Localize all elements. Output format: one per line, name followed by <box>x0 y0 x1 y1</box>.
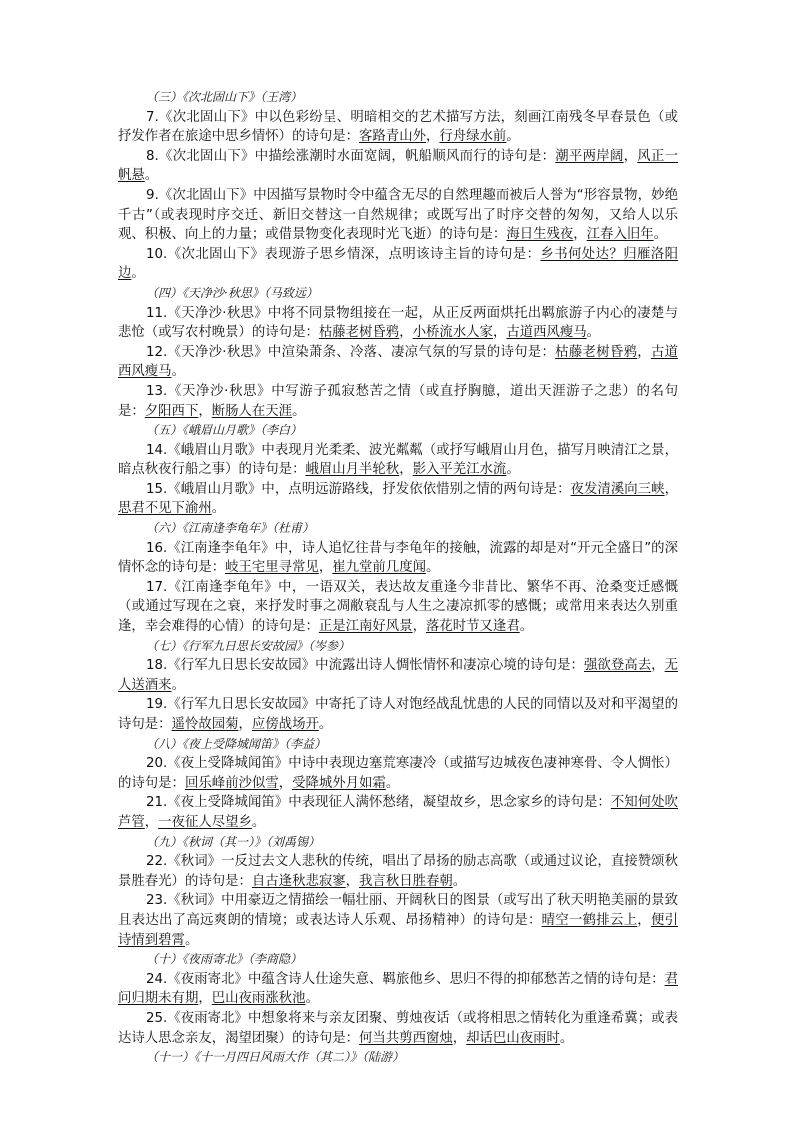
answer-line: 回乐峰前沙似雪 <box>184 775 279 791</box>
answer-line: 枯藤老树昏鸦 <box>318 325 400 341</box>
section-heading: （三）《次北固山下》（王湾） <box>146 90 303 104</box>
answer-line: 何当共剪西窗烛 <box>359 1030 453 1046</box>
answer-line: 落花时节又逢君 <box>425 619 520 635</box>
answer-line: 我言秋日胜春朝 <box>359 873 453 889</box>
section-9 <box>118 833 678 951</box>
answer-line: 无人送酒来 <box>118 658 679 693</box>
answer-line: 却话巴山夜雨时 <box>466 1030 560 1046</box>
answer-line: 江春入旧年 <box>586 227 654 243</box>
answer-line: 便引诗情到碧霄 <box>118 912 679 948</box>
answer-line: 峨眉山月半轮秋 <box>305 462 400 478</box>
section-heading: （七）《行军九日思长安故园》（岑参） <box>146 638 351 653</box>
question-16: 16.《江南逢李龟年》中，诗人追忆往昔与李龟年的接触，流露的却是对“开元全盛日”的深情怀念的诗句是：岐王宅里寻常见，崔九堂前几度闻。 <box>118 540 678 576</box>
question-21: 21.《夜上受降城闻笛》中表现征人满怀愁绪，凝望故乡，思念家乡的诗句是：不知何处吹芦管，一夜征人尽望乡。 <box>118 795 679 830</box>
answer-line: 遥怜故园菊 <box>171 717 239 732</box>
section-6 <box>118 519 678 637</box>
section-heading: （四）《天净沙·秋思》（马致远） <box>146 285 318 300</box>
section-heading: （十一）《十一月四日风雨大作（其二）》（陆游） <box>146 1050 405 1065</box>
answer-line: 强欲登高去 <box>583 658 652 674</box>
answer-line: 夜发清溪向三峡 <box>570 481 665 497</box>
section-heading: （六）《江南逢李龟年》（杜甫） <box>146 521 315 536</box>
document-body <box>118 88 678 1068</box>
answer-line: 思君不见下渝州 <box>118 501 212 517</box>
answer-line: 巴山夜雨涨秋池 <box>211 991 306 1007</box>
section-10 <box>118 950 678 1048</box>
section-3 <box>118 88 678 284</box>
question-9: 9.《次北固山下》中因描写景物时令中蕴含无尽的自然理趣而被后人誉为“形容景物，妙绝千古”（或表现时序交迁、新旧交替这一自然规律；或既写出了时序交替的匆匆，又给人以乐观、积极、向上的力量；或借景物变化表现时光飞逝）的诗句是：海日生残夜，江春入旧年。 <box>118 187 678 243</box>
answer-line: 行舟绿水前 <box>439 129 507 145</box>
answer-line: 小桥流水人家 <box>412 325 493 341</box>
section-5 <box>118 421 678 519</box>
answer-line: 受降城外月如霜 <box>292 775 386 791</box>
section-heading: （五）《峨眉山月歌》（李白） <box>146 423 303 438</box>
question-20: 20.《夜上受降城闻笛》中诗中表现边塞荒寒凄冷（或描写边城夜色凄神寒骨、令人惆怅）的诗句是：回乐峰前沙似雪，受降城外月如霜。 <box>118 756 678 791</box>
question-10: 10.《次北固山下》表现游子思乡情深，点明该诗主旨的诗句是：乡书何处达？归雁洛阳边。 <box>118 246 679 282</box>
section-heading: （十）《夜雨寄北》（李商隐） <box>146 952 303 967</box>
answer-line: 古道西风瘦马 <box>118 344 679 380</box>
question-11: 11.《天净沙·秋思》中将不同景物组接在一起，从正反两面烘托出羁旅游子内心的凄楚与悲怆（或写农村晚景）的诗句是：枯藤老树昏鸦，小桥流水人家，古道西风瘦马。 <box>118 305 678 341</box>
answer-line: 岐王宅里寻常见 <box>225 560 319 576</box>
answer-line: 客路青山外 <box>359 129 426 145</box>
question-13: 13.《天净沙·秋思》中写游子孤寂愁苦之情（或直抒胸臆，道出天涯游子之悲）的名句是：夕阳西下，断肠人在天涯。 <box>118 383 678 419</box>
section-7 <box>118 637 678 735</box>
question-17: 17.《江南逢李龟年》中，一语双关，表达故友重逢今非昔比、繁华不再、沧桑变迁感慨（或通过写现在之衰，来抒发时事之凋敝衰乱与人生之凄凉抓零的感慨；或常用来表达久别重逢，幸会难得的心情）的诗句是：正是江南好风景，落花时节又逢君。 <box>118 579 678 635</box>
question-25: 25.《夜雨寄北》中想象将来与亲友团聚、剪烛夜话（或将相思之情转化为重逢希冀；或表达诗人思念亲友，渴望团聚）的诗句是：何当共剪西窗烛，却话巴山夜雨时。 <box>118 1010 678 1046</box>
question-18: 18.《行军九日思长安故园》中流露出诗人惆怅情怀和凄凉心境的诗句是：强欲登高去，无人送酒来。 <box>118 658 679 693</box>
answer-line: 潮平两岸阔 <box>555 148 624 164</box>
section-8 <box>118 735 678 833</box>
question-19: 19.《行军九日思长安故园》中寄托了诗人对饱经战乱忧患的人民的同情以及对和平渴望的诗句是：遥怜故园菊，应傍战场开。 <box>118 697 678 732</box>
answer-line: 枯藤老树昏鸦 <box>555 344 638 360</box>
section-11 <box>118 1048 678 1068</box>
answer-line: 应傍战场开 <box>251 717 319 732</box>
answer-line: 一夜征人尽望乡 <box>158 814 252 830</box>
question-24: 24.《夜雨寄北》中蕴含诗人仕途失意、羁旅他乡、思归不得的抑郁愁苦之情的诗句是：君问归期未有期，巴山夜雨涨秋池。 <box>118 971 678 1007</box>
answer-line: 自古逢秋悲寂寥 <box>251 873 346 889</box>
answer-line: 不知何处吹芦管 <box>118 795 679 830</box>
section-heading: （九）《秋词（其一）》（刘禹锡） <box>146 834 321 849</box>
answer-line: 乡书何处达？归雁洛阳边 <box>118 246 679 282</box>
answer-line: 影入平羌江水流 <box>412 462 507 478</box>
question-8: 8.《次北固山下》中描绘涨潮时水面宽阔，帆船顺风而行的诗句是：潮平两岸阔，风正一帆悬。 <box>118 148 679 184</box>
answer-line: 正是江南好风景 <box>318 619 413 635</box>
question-14: 14.《峨眉山月歌》中表现月光柔柔、波光粼粼（或抒写峨眉山月色，描写月映清江之景，暗点秋夜行船之事）的诗句是：峨眉山月半轮秋，影入平羌江水流。 <box>118 442 678 478</box>
answer-line: 古道西风瘦马 <box>506 325 587 341</box>
question-23: 23.《秋词》中用豪迈之情描绘一幅壮丽、开阔秋日的图景（或写出了秋天明艳美丽的景致且表达出了高远爽朗的情境；或表达诗人乐观、昂扬精神）的诗句是：晴空一鹤排云上，便引诗情到碧霄。 <box>118 893 679 948</box>
answer-line: 断肠人在天涯 <box>211 403 293 419</box>
question-7: 7.《次北固山下》中以色彩纷呈、明暗相交的艺术描写方法，刻画江南残冬早春景色（或抒发作者在旅途中思乡情怀）的诗句是：客路青山外，行舟绿水前。 <box>118 109 678 145</box>
answer-line: 君问归期未有期 <box>118 971 678 1007</box>
answer-line: 晴空一鹤排云上 <box>541 912 638 928</box>
section-4 <box>118 284 678 421</box>
answer-line: 崔九堂前几度闻 <box>332 560 426 576</box>
section-heading: （八）《夜上受降城闻笛》（李益） <box>146 736 327 751</box>
question-22: 22.《秋词》一反过去文人悲秋的传统，唱出了昂扬的励志高歌（或通过议论，直接赞颂秋景胜春光）的诗句是：自古逢秋悲寂寥，我言秋日胜春朝。 <box>118 854 678 889</box>
answer-line: 夕阳西下 <box>144 403 199 419</box>
question-15: 15.《峨眉山月歌》中，点明远游路线，抒发依依惜别之情的两句诗是：夜发清溪向三峡，思君不见下渝州。 <box>118 481 678 517</box>
question-12: 12.《天净沙·秋思》中渲染萧条、冷落、凄凉气氛的写景的诗句是：枯藤老树昏鸦，古道西风瘦马。 <box>118 344 679 380</box>
answer-line: 海日生残夜 <box>506 227 574 243</box>
answer-line: 风正一帆悬 <box>118 148 679 184</box>
